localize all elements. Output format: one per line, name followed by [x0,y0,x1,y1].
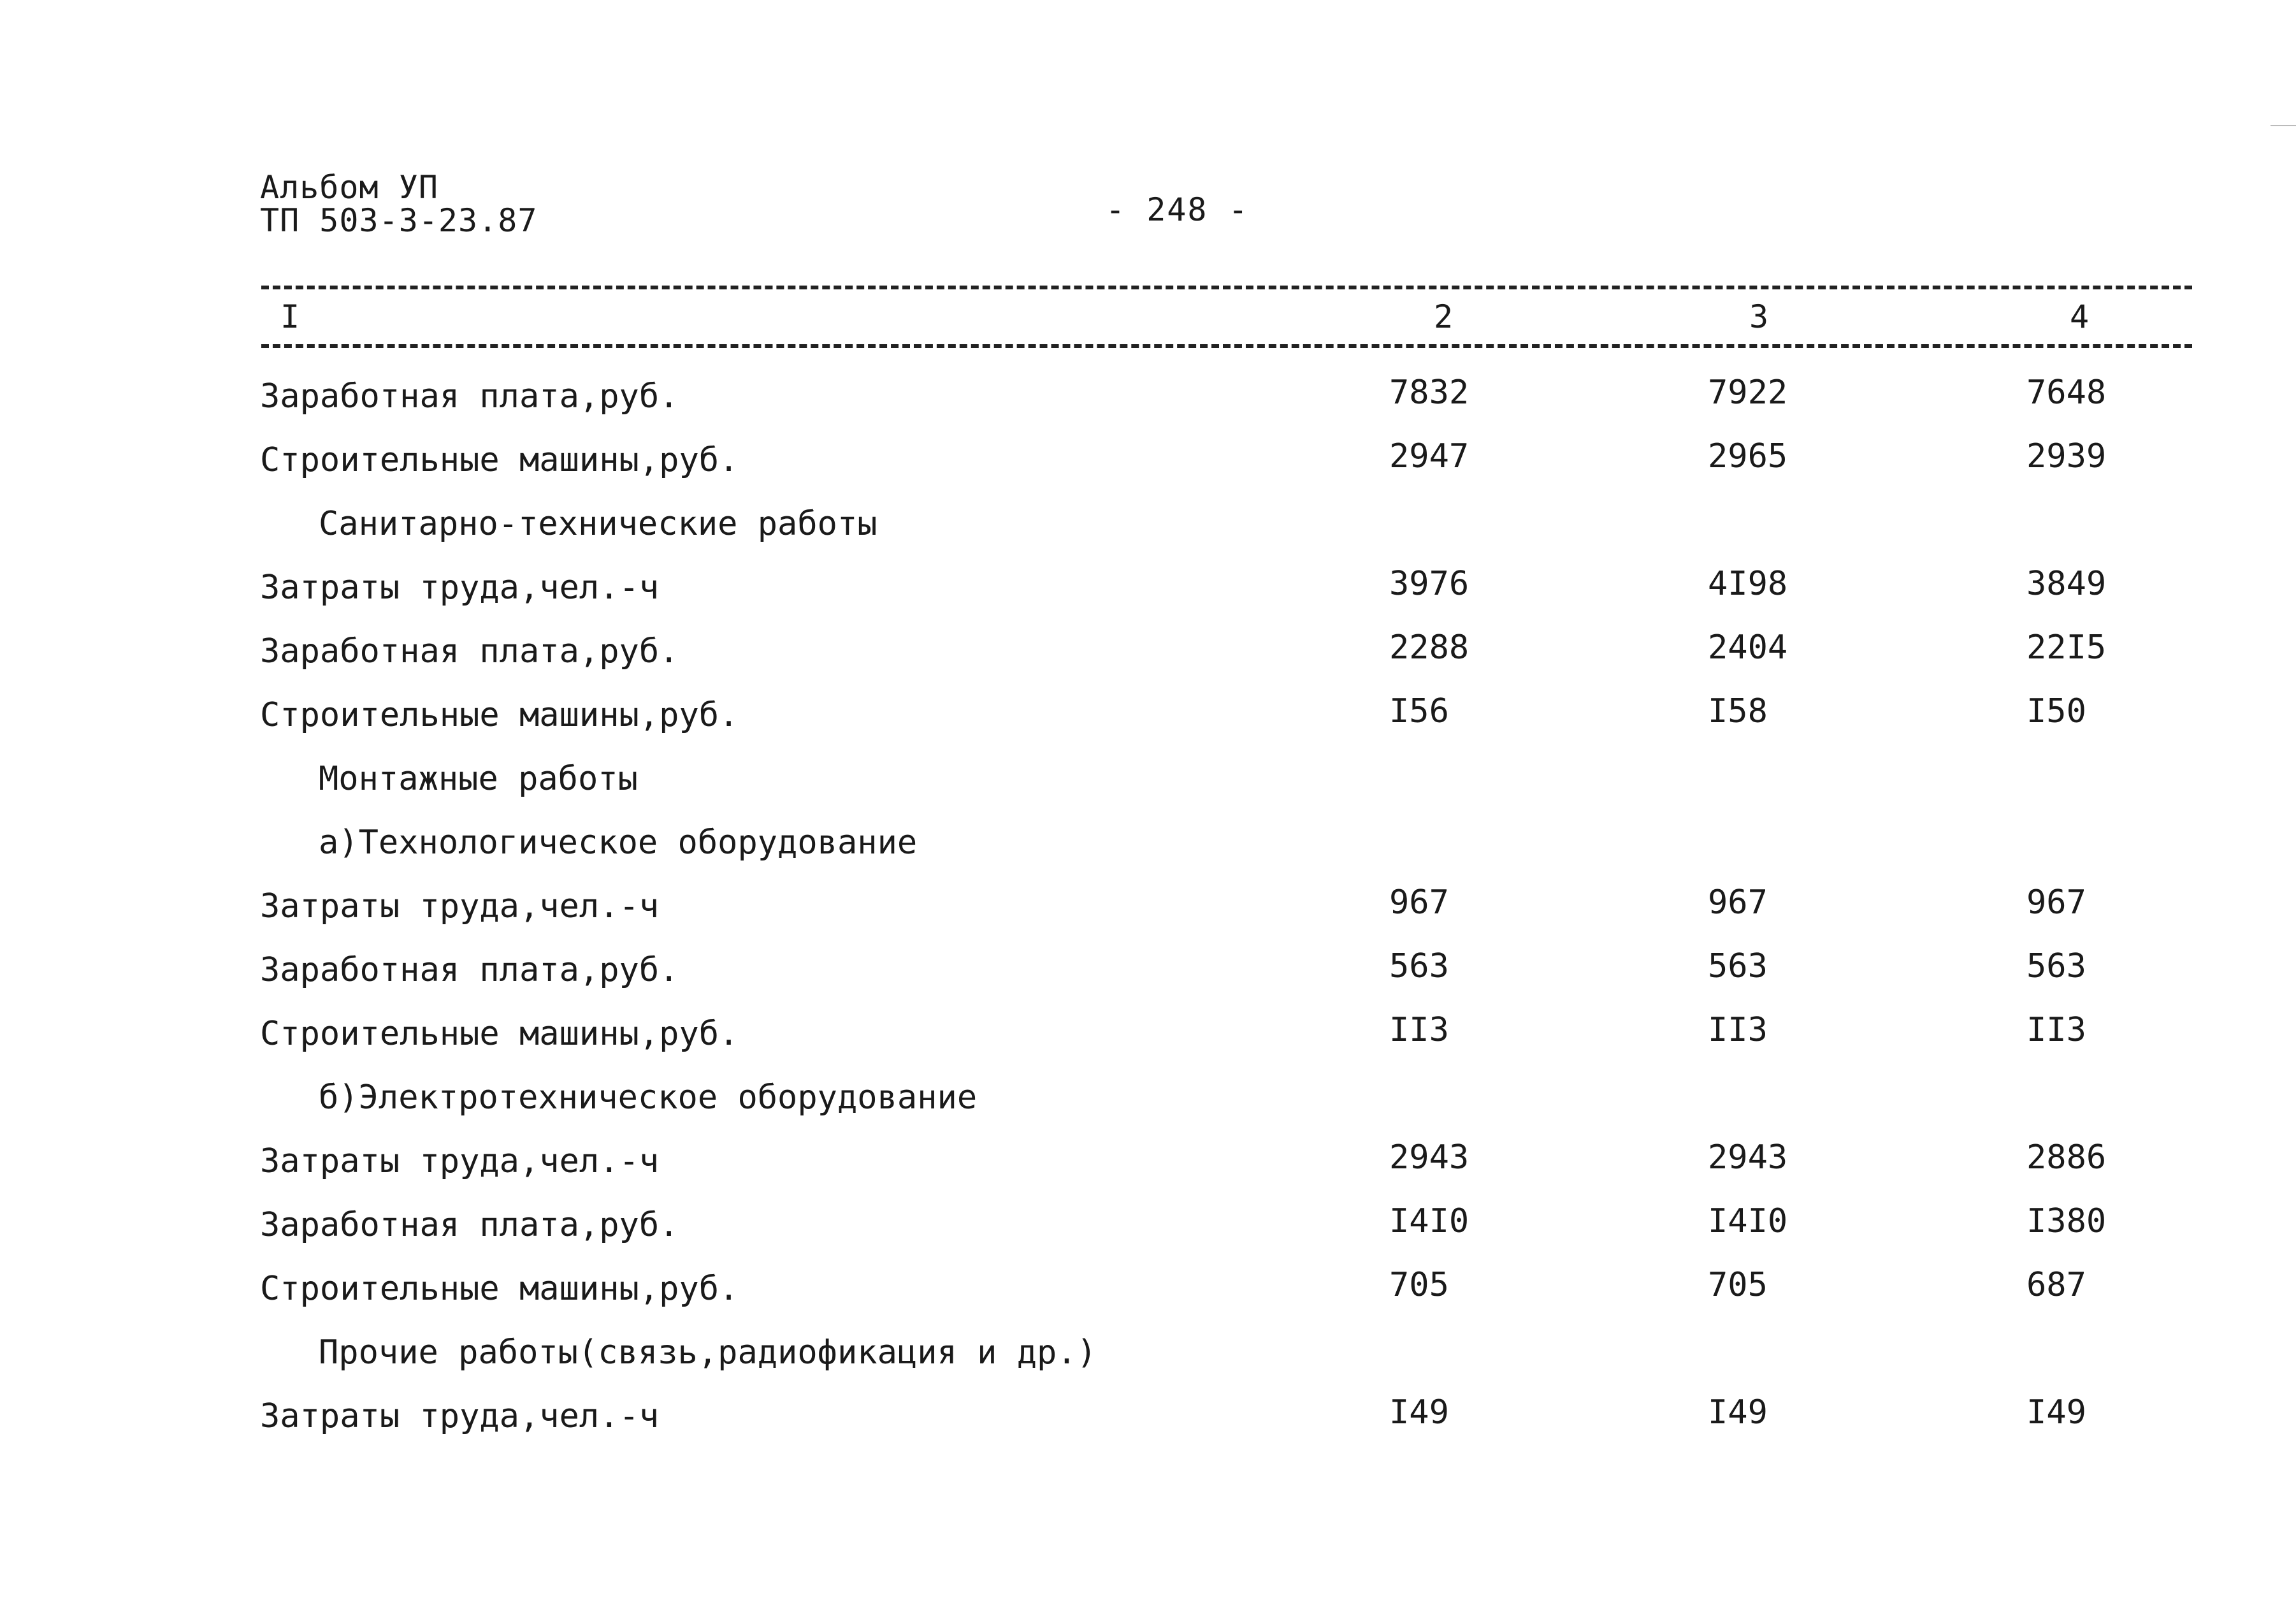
section-heading-row [0,1072,2296,1136]
cell-col-3: 4I98 [1708,565,1788,603]
table-row [0,626,2296,690]
section-heading-row [0,498,2296,562]
cell-col-3: 2943 [1708,1138,1788,1177]
cell-col-3: I4I0 [1708,1202,1788,1240]
row-label: Заработная плата,руб. [260,951,679,989]
cell-col-2: 967 [1389,883,1449,922]
cell-col-3: I49 [1708,1393,1768,1432]
cell-col-4: 2886 [2026,1138,2107,1177]
table-row [0,881,2296,945]
cell-col-4: 3849 [2026,565,2107,603]
row-label: Строительные машины,руб. [260,696,739,734]
section-heading-row [0,1327,2296,1391]
album-label: Альбом УП [260,169,438,206]
cell-col-2: 2943 [1389,1138,1469,1177]
cell-col-2: 7832 [1389,374,1469,412]
cell-col-3: 967 [1708,883,1768,922]
row-label: Заработная плата,руб. [260,1206,679,1244]
table-row [0,371,2296,435]
table-row [0,1391,2296,1455]
section-heading: Монтажные работы [319,760,638,798]
column-header-2: 2 [1434,298,1454,335]
row-label: Заработная плата,руб. [260,632,679,671]
cell-col-4: 967 [2026,883,2086,922]
cell-col-2: I4I0 [1389,1202,1469,1240]
cell-col-3: 7922 [1708,374,1788,412]
cell-col-4: 2939 [2026,437,2107,476]
cell-col-3: I58 [1708,692,1768,730]
section-heading: Прочие работы(связь,радиофикация и др.) [319,1333,1097,1372]
row-label: Строительные машины,руб. [260,1270,739,1308]
cell-col-3: II3 [1708,1011,1768,1049]
table-row [0,562,2296,626]
cell-col-4: I50 [2026,692,2086,730]
section-heading: б)Электротехническое оборудование [319,1078,978,1117]
cell-col-4: I380 [2026,1202,2107,1240]
table-row [0,1136,2296,1200]
cell-col-4: 7648 [2026,374,2107,412]
table-body [0,371,2296,1455]
cell-col-4: 563 [2026,947,2086,985]
document-code: ТП 503-3-23.87 [260,202,538,239]
document-header [260,171,537,237]
section-heading: Санитарно-технические работы [319,505,877,543]
cell-col-3: 2404 [1708,628,1788,667]
cell-col-2: 563 [1389,947,1449,985]
cell-col-2: II3 [1389,1011,1449,1049]
table-row [0,690,2296,753]
row-label: Заработная плата,руб. [260,377,679,416]
table-rule-top [261,286,2192,289]
column-header-4: 4 [2070,298,2090,335]
table-row [0,1008,2296,1072]
cell-col-4: II3 [2026,1011,2086,1049]
cell-col-3: 705 [1708,1266,1768,1304]
cell-col-2: I49 [1389,1393,1449,1432]
cell-col-4: I49 [2026,1393,2086,1432]
cell-col-2: 2947 [1389,437,1469,476]
table-row [0,1200,2296,1263]
margin-mark [2271,125,2296,126]
row-label: Затраты труда,чел.-ч [260,1142,660,1180]
cell-col-3: 563 [1708,947,1768,985]
cell-col-2: 705 [1389,1266,1449,1304]
section-heading: а)Технологическое оборудование [319,824,918,862]
table-row [0,945,2296,1008]
column-header-1: I [280,298,300,335]
table-row [0,435,2296,498]
table-row [0,1263,2296,1327]
section-heading-row [0,753,2296,817]
section-heading-row [0,817,2296,881]
cell-col-2: I56 [1389,692,1449,730]
cell-col-4: 687 [2026,1266,2086,1304]
cell-col-2: 3976 [1389,565,1469,603]
row-label: Строительные машины,руб. [260,1015,739,1053]
row-label: Затраты труда,чел.-ч [260,1397,660,1435]
row-label: Затраты труда,чел.-ч [260,569,660,607]
cell-col-3: 2965 [1708,437,1788,476]
table-rule-bottom [261,344,2192,348]
column-header-3: 3 [1749,298,1769,335]
cell-col-2: 2288 [1389,628,1469,667]
row-label: Строительные машины,руб. [260,441,739,479]
row-label: Затраты труда,чел.-ч [260,887,660,926]
page-number: - 248 - [1106,191,1249,228]
cell-col-4: 22I5 [2026,628,2107,667]
